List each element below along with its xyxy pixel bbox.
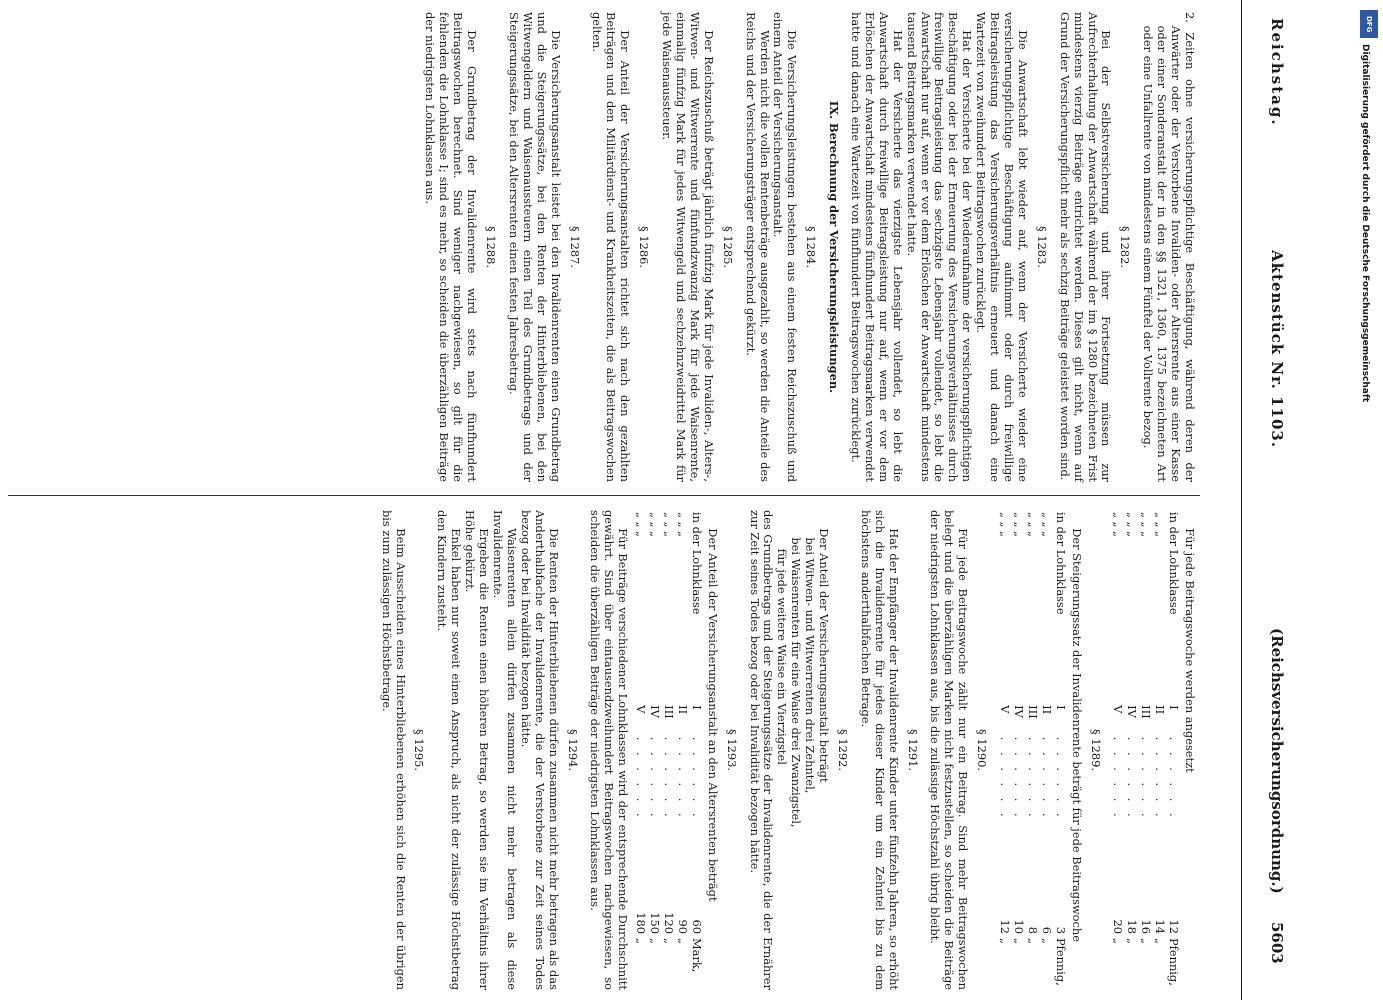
rate-row [1111, 510, 1125, 990]
leader-dots: . . . . . . [1153, 736, 1168, 821]
rate-table-steigerungssatz [997, 510, 1067, 990]
lohnklasse-label: „ „ „ [1139, 512, 1154, 537]
leader-dots: . . . . . . [998, 736, 1013, 821]
rate-unit: Pfennig, [1167, 938, 1182, 986]
leader-dots: . . . . . . [1167, 736, 1182, 821]
section-1286-text: Der Anteil der Versicherungsanstalten richtet sich nach den gezahlten Beiträgen und den Militärdienst- und Krankheitszeiten, die als Beitragswochen gelten. [590, 12, 633, 482]
section-1289-text: Der Steigerungssatz der Invalidenrente beträgt für jede Beitragswoche [1069, 528, 1084, 942]
leader-dots: . . . . . . [1139, 736, 1154, 821]
lohnklasse-number: IV [1125, 705, 1140, 718]
rate-unit: „ [1111, 938, 1126, 944]
rate-row [661, 510, 675, 990]
section-1292-line-1: bei Witwen- und Witwerrenten drei Zehntel, [803, 537, 818, 794]
leader-dots: . . . . . . [1111, 736, 1126, 821]
section-1284-para-2: Werden nicht die vollen Rentenbeträge ausgezahlt, so werden die Anteile des Reichs und der Versicherungsträger entsprechend gekürzt. [743, 12, 772, 482]
lohnklasse-label: „ „ „ [1125, 512, 1140, 537]
rate-unit: „ [1039, 938, 1054, 944]
lohnklasse-number: V [1111, 705, 1126, 714]
rate-row [633, 510, 647, 990]
rate-row [1011, 510, 1025, 990]
lohnklasse-label: „ „ „ [1012, 512, 1027, 537]
lohnklasse-number: I [1053, 705, 1068, 710]
section-1283-para-1: Die Anwartschaft lebt wieder auf, wenn der Versicherte wieder eine versicherungspflichtige Beschäftigung aufnimmt oder durch freiwillige Beitragsleistung das Versicherungsverhältnis erneuert und danach eine Wartezeit von zweihundert Beitragswochen zurücklegt. [974, 12, 1030, 482]
lohnklasse-number: II [1153, 705, 1168, 715]
column-divider [8, 495, 1200, 496]
leader-dots: . . . . . . [1039, 736, 1054, 821]
leader-dots: . . . . . . [1053, 736, 1068, 821]
lohnklasse-label: „ „ „ [1025, 512, 1040, 537]
lohnklasse-label: „ „ „ [648, 512, 663, 537]
rate-unit: „ [1139, 938, 1154, 944]
lohnklasse-number: III [1139, 705, 1154, 719]
lohnklasse-number: IV [1012, 705, 1027, 718]
page-number: 5603 [1268, 922, 1286, 964]
rate-unit: „ [662, 938, 676, 944]
section-1289-heading: § 1289. [1088, 729, 1103, 771]
leader-dots: . . . . . . [675, 736, 690, 821]
rate-row [1039, 510, 1053, 990]
dfg-logo: DFG [1360, 10, 1378, 38]
rate-row [1124, 510, 1138, 990]
rate-table-1-intro: Für jede Beitragswoche werden angesetzt [1183, 528, 1197, 773]
lohnklasse-label: „ „ „ [1039, 512, 1054, 537]
rate-unit: „ [675, 938, 690, 944]
section-1292-intro: Der Anteil der Versicherungsanstalt beträgt [817, 528, 832, 783]
rate-row [1166, 510, 1180, 990]
rate-table-altersrente [633, 510, 703, 990]
leader-dots: . . . . . . [1125, 736, 1140, 821]
rate-row [1025, 510, 1039, 990]
rate-value: 10 [1012, 919, 1027, 934]
rate-value: 6 [1039, 926, 1054, 934]
leader-dots: . . . . . . [1025, 736, 1040, 821]
leader-dots: . . . . . . [662, 736, 676, 821]
section-1282-heading: § 1282. [1118, 226, 1133, 268]
lohnklasse-number: III [1025, 705, 1040, 719]
lohnklasse-number: V [998, 705, 1013, 714]
section-1292-end: des Grundbetrags und der Steigerungssätze der Invalidenrente, die der Ernährer zur Zeit seines Todes bezog oder bei Invalidität bezogen hätte. [747, 510, 776, 990]
section-1284-para-1: Die Versicherungsleistungen bestehen aus einem festen Reichszuschuß und einem Anteil der Versicherungsanstalt. [771, 12, 800, 482]
header-aktenstueck: Aktenstück Nr. 1103. [1268, 250, 1286, 449]
rate-row [1152, 510, 1166, 990]
section-1290-heading: § 1290. [975, 729, 990, 771]
leader-dots: . . . . . . [689, 736, 704, 821]
section-1290-text: Für jede Beitragswoche zählt nur ein Beitrag. Sind mehr Beitragswochen belegt und die überzähligen Marken nicht festzustellen, so scheiden die Beiträge der niedrigsten Lohnklassen aus, bis die zulässige Höchstzahl übrig bleibt. [928, 510, 971, 990]
leader-dots: . . . . . . [648, 736, 663, 821]
section-1288-heading: § 1288. [484, 226, 499, 268]
lohnklasse-number: II [675, 705, 690, 715]
section-1293-end: Für Beiträge verschiedener Lohnklassen wird der entsprechende Durchschnitt gewährt. Sind über eintausendzweihundert Beitragswochen nachgewiesen, so scheiden die überzähligen Beiträge der niedrigsten Lohnklassen aus. [588, 510, 631, 990]
rate-value: 12 [1167, 919, 1182, 934]
rate-value: 14 [1153, 919, 1168, 934]
section-1294-para-4: Enkel haben nur soweit einen Anspruch, als nicht der zulässige Höchstbetrag den Kindern zusteht. [435, 510, 464, 990]
lohnklasse-number: I [689, 705, 704, 710]
section-1294-para-2: Waisenrenten allein dürfen zusammen nicht mehr betragen als diese Invalidenrente. [491, 510, 519, 990]
lohnklasse-label: in der Lohnklasse [689, 512, 704, 615]
section-1285-heading: § 1285. [720, 226, 735, 268]
section-1293-text: Der Anteil der Versicherungsanstalt an den Altersrenten beträgt [705, 528, 720, 902]
rate-row [647, 510, 661, 990]
lohnklasse-number: III [662, 705, 676, 719]
section-1288-text: Der Grundbetrag der Invalidenrente wird stets nach fünfhundert Beitragswochen berechnet. Sind weniger nachgewiesen, so gilt für die fehlenden die Lohnklasse I; sind es mehr, so scheiden die überzähligen Beiträge der niedrigsten Lohnklassen aus. [423, 12, 480, 482]
rate-unit: „ [1125, 938, 1140, 944]
rate-row [689, 510, 703, 990]
right-column [379, 510, 1196, 990]
lohnklasse-label: „ „ „ [998, 512, 1013, 537]
rate-value: 180 [634, 912, 649, 934]
leader-dots: . . . . . . [1012, 736, 1027, 821]
section-1287-heading: § 1287. [567, 226, 582, 268]
section-1292-heading: § 1292. [835, 729, 850, 771]
rate-value: 60 [689, 919, 704, 934]
lohnklasse-number: II [1039, 705, 1054, 715]
rate-unit: „ [1153, 938, 1168, 944]
section-1282-text: Bei der Selbstversicherung und ihrer Fortsetzung müssen zur Aufrechterhaltung der Anwartschaft während der im § 1280 bezeichneten Frist mindestens vierzig Beiträge entrichtet werden. Dieses gilt nicht, wenn auf Grund der Versicherungspflicht mehr als sechzig Beiträge geleistet worden sind. [1057, 12, 1114, 482]
rate-value: 8 [1025, 926, 1040, 934]
lohnklasse-label: in der Lohnklasse [1053, 512, 1068, 615]
rate-value: 3 [1053, 926, 1068, 934]
section-1295-text: Beim Ausscheiden eines Hinterbliebenen erhöhen sich die Renten der übrigen bis zum zulässigen Höchstbetrage. [379, 510, 408, 990]
rate-unit: „ [1025, 938, 1040, 944]
rate-row [675, 510, 689, 990]
rate-table-grundbetrag [1111, 510, 1181, 990]
section-1286-heading: § 1286. [637, 226, 652, 268]
rate-value: 12 [998, 919, 1013, 934]
digitization-credit [1358, 8, 1380, 988]
header-reichstag: Reichstag. [1268, 18, 1286, 127]
item-2-text: 2. Zeiten ohne versicherungspflichtige Beschäftigung, während deren der Anwärter oder der Verstorbene Invaliden- oder Altersrente aus einer Kasse oder einer Sonderanstalt der in den §§ 1321, 1360, 1375 bezeichneten Art oder eine Unfallrente von mindestens einem Fünftel der Vollrente bezog. [1141, 12, 1197, 482]
rate-unit: „ [648, 938, 663, 944]
leader-dots: . . . . . . [634, 736, 649, 821]
section-1291-heading: § 1291. [905, 729, 920, 771]
part-ix-heading: IX. Berechnung der Versicherungsleistungen. [827, 100, 842, 394]
rate-unit: Pfennig, [1053, 938, 1068, 986]
section-1295-heading: § 1295. [412, 729, 427, 771]
section-1287-text: Die Versicherungsanstalt leistet bei den Invalidenrenten einen Grundbetrag und die Steigerungssätze, bei den Renten der Hinterbliebenen, bei den Witwengeldern und Waisenaussteuern einen Teil des Grundbetrags und der Steigerungssätze, bei den Altersrenten einen festen Jahresbetrag. [506, 12, 563, 482]
left-column [423, 12, 1197, 482]
lohnklasse-label: „ „ „ [1111, 512, 1126, 537]
lohnklasse-label: „ „ „ [675, 512, 690, 537]
rate-unit: „ [998, 938, 1013, 944]
lohnklasse-label: „ „ „ [634, 512, 649, 537]
rate-unit: „ [634, 938, 649, 944]
lohnklasse-number: V [634, 705, 649, 714]
rate-value: 16 [1139, 919, 1154, 934]
rate-row [997, 510, 1011, 990]
rate-row [1138, 510, 1152, 990]
section-1283-para-3: Hat der Versicherte das vierzigste Lebensjahr vollendet, so lebt die Anwartschaft durch freiwillige Beitragsleistung nur auf, wenn er vor dem Erlöschen der Anwartschaft mindestens fünfhundert Beitragsmarken verwendet hatte und danach eine Wartezeit von fünfhundert Beitragswochen zurücklegt. [849, 12, 905, 482]
header-rule [1241, 0, 1242, 1000]
lohnklasse-number: I [1167, 705, 1182, 710]
rate-value: 20 [1111, 919, 1126, 934]
rate-row [1053, 510, 1067, 990]
running-header [1252, 0, 1292, 1000]
rate-unit: „ [1012, 938, 1027, 944]
rate-value: 120 [662, 912, 676, 934]
rate-unit: Mark, [689, 938, 704, 973]
section-1284-heading: § 1284. [804, 226, 819, 268]
digitization-note: Digitalisierung gefördert durch die Deutsche Forschungsgemeinschaft [1360, 44, 1370, 403]
section-1293-heading: § 1293. [724, 729, 739, 771]
section-1285-text: Der Reichszuschuß beträgt jährlich fünfzig Mark für jede Invaliden-, Alters-, Witwen- und Witwerrente und fünfundzwanzig Mark für jede Waisenrente, einmalig fünfzig Mark für jedes Witwengeld und sechzehnzweidrittel Mark für jede Waisenaussteuer. [660, 12, 716, 482]
lohnklasse-label: „ „ „ [1153, 512, 1168, 537]
lohnklasse-label: in der Lohnklasse [1167, 512, 1182, 615]
rate-value: 18 [1125, 919, 1140, 934]
header-section-title: (Reichsversicherungsordnung.) [1268, 628, 1286, 894]
section-1292-line-3: für jede weitere Waise ein Vierzigstel [775, 548, 790, 765]
section-1294-heading: § 1294. [565, 729, 580, 771]
rate-value: 90 [675, 919, 690, 934]
lohnklasse-number: IV [648, 705, 663, 718]
section-1294-para-1: Die Renten der Hinterbliebenen dürfen zusammen nicht mehr betragen als das Anderthalbfache der Invalidenrente, die der Verstorbene zur Zeit seines Todes bezog oder bei Invalidität bezogen hätte. [518, 510, 561, 990]
rate-value: 150 [648, 912, 663, 934]
section-1291-text: Hat der Empfänger der Invalidenrente Kinder unter fünfzehn Jahren, so erhöht sich die Invalidenrente für jedes dieser Kinder um ein Zehntel bis zu dem höchstens anderthalbfachen Betrage. [858, 510, 901, 990]
section-1292-line-2: bei Waisenrenten für eine Waise drei Zwanzigstel, [789, 537, 804, 828]
section-1283-heading: § 1283. [1034, 226, 1049, 268]
section-1283-para-2: Hat der Versicherte bei der Wiederaufnahme der versicherungspflichtigen Beschäftigung oder bei der Erneuerung des Versicherungsverhältnisses durch freiwillige Beitragsleistung das sechzigste Lebensjahr vollendet, so lebt die Anwartschaft nur auf, wenn er vor dem Erlöschen der Anwartschaft mindestens tausend Beitragsmarken verwendet hatte. [904, 12, 975, 482]
lohnklasse-label: „ „ „ [662, 512, 676, 537]
section-1294-para-3: Ergeben die Renten einen höheren Betrag, so werden sie im Verhältnis ihrer Höhe gekürzt. [463, 510, 492, 990]
